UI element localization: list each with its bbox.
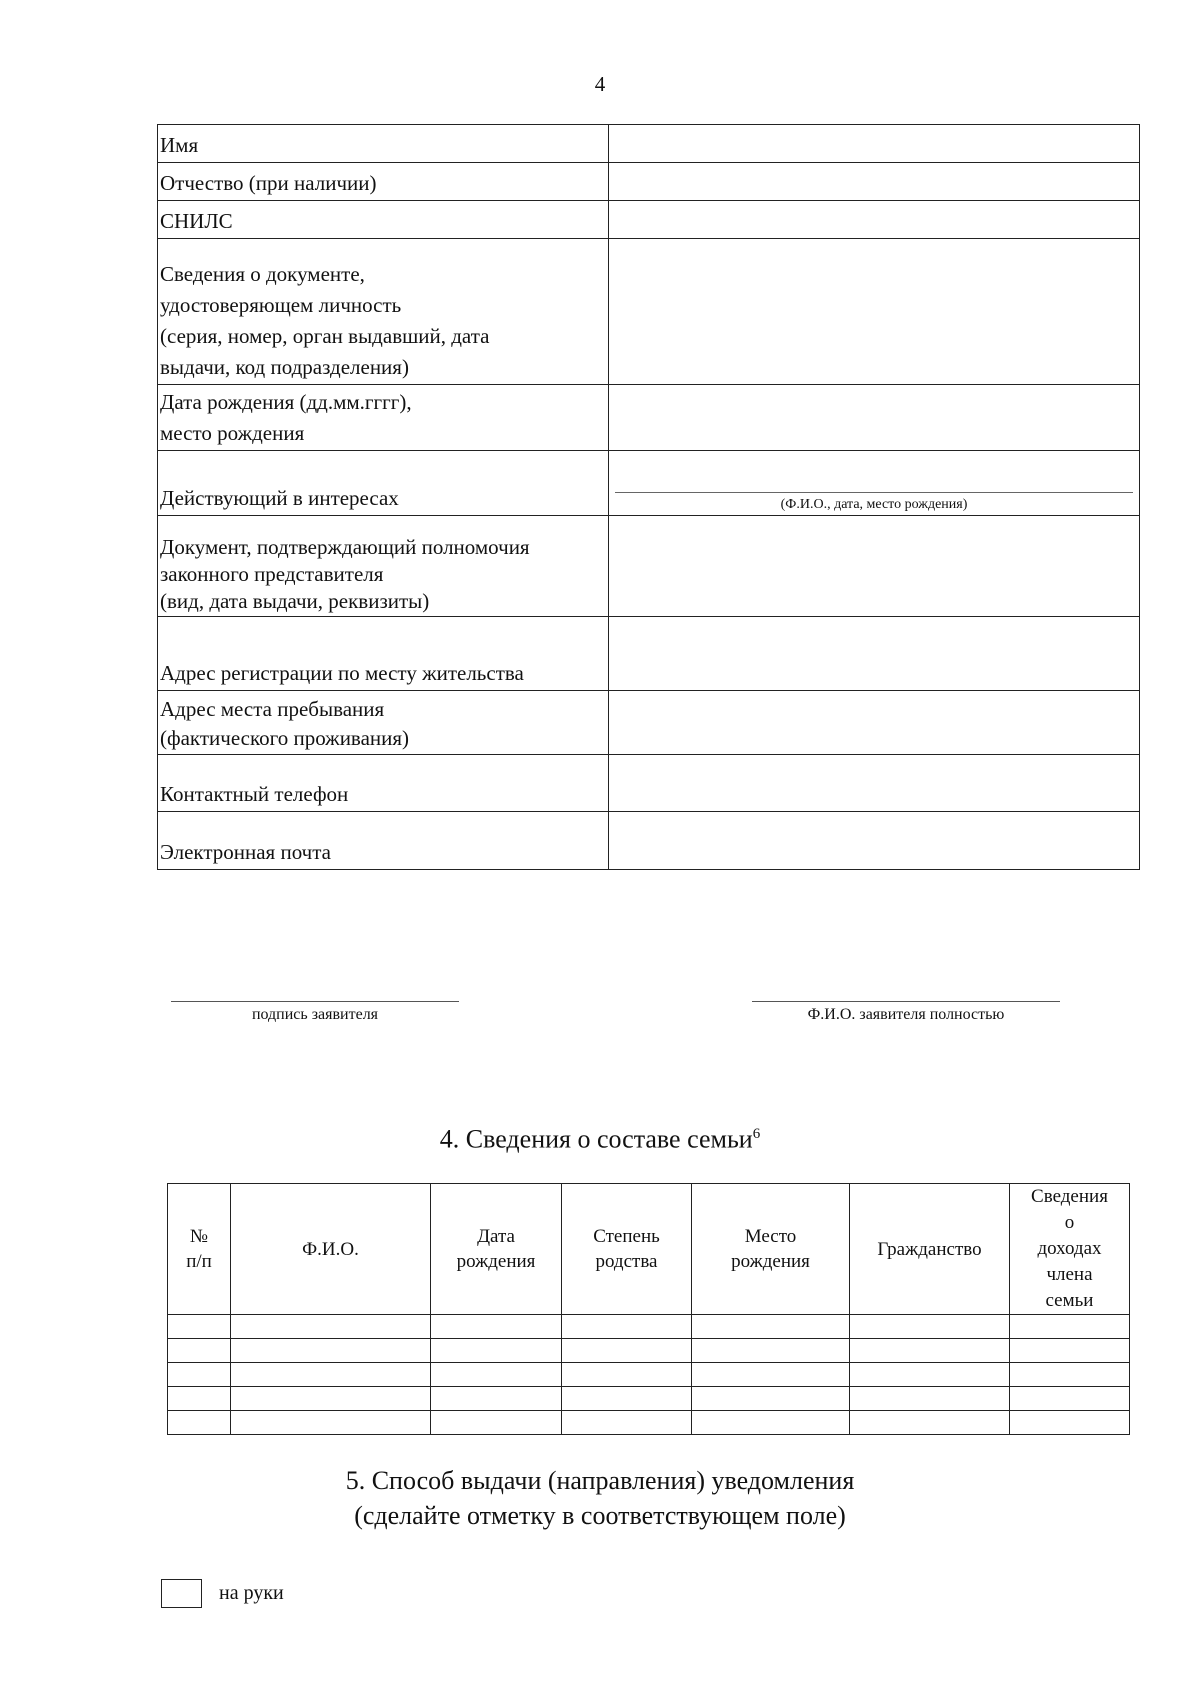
acting-on-behalf-field[interactable] [609,451,1140,516]
snils-field[interactable] [609,201,1140,239]
stay-address-field[interactable] [609,691,1140,755]
section-4-title: 4. Сведения о составе семьи$^6$ [439,1124,761,1154]
table-row [168,1339,1130,1363]
identity-document-label: Сведения о документе, удостоверяющем личность (серия, номер, орган выдавший, дата выдачи, код подразделения) [158,239,609,385]
table-row [158,201,1140,239]
delivery-option-in-person [161,1579,284,1608]
stay-address-label: Адрес места пребывания (фактического проживания) [158,691,609,755]
table-cell[interactable] [850,1387,1010,1411]
table-cell[interactable] [1010,1363,1130,1387]
table-cell[interactable] [231,1315,431,1339]
table-cell[interactable] [692,1315,850,1339]
table-cell[interactable] [562,1411,692,1435]
col-birthdate-header: Дата рождения [431,1184,562,1315]
table-cell[interactable] [168,1339,231,1363]
email-field[interactable] [609,812,1140,870]
fullname-line[interactable] [752,1001,1060,1002]
phone-label: Контактный телефон [158,755,609,812]
table-row [168,1411,1130,1435]
table-cell[interactable] [562,1315,692,1339]
col-citizenship-header: Гражданство [850,1184,1010,1315]
identity-document-field[interactable] [609,239,1140,385]
signature-line[interactable] [171,1001,459,1002]
name-label: Имя [158,125,609,163]
table-cell[interactable] [850,1315,1010,1339]
table-row [168,1315,1130,1339]
col-relation-header: Степень родства [562,1184,692,1315]
family-composition-table [167,1183,1130,1435]
table-cell[interactable] [850,1411,1010,1435]
table-cell[interactable] [231,1363,431,1387]
in-person-label: на руки [219,1582,284,1604]
table-row [158,163,1140,201]
table-cell[interactable] [692,1411,850,1435]
section-5-title [0,1463,1200,1533]
acting-on-behalf-label: Действующий в интересах [158,451,609,516]
table-row [158,691,1140,755]
registration-address-field[interactable] [609,617,1140,691]
patronymic-field[interactable] [609,163,1140,201]
in-person-checkbox[interactable] [161,1579,202,1608]
applicant-info-table [157,124,1140,870]
table-row [168,1363,1130,1387]
col-birthplace-header: Место рождения [692,1184,850,1315]
table-cell[interactable] [231,1411,431,1435]
name-field[interactable] [609,125,1140,163]
table-cell[interactable] [562,1387,692,1411]
table-row [158,239,1140,385]
email-label: Электронная почта [158,812,609,870]
col-number-header: № п/п [168,1184,231,1315]
table-row [158,125,1140,163]
footnote-mark: 6 [752,1126,761,1142]
birth-date-place-field[interactable] [609,385,1140,451]
col-income-header: Сведения о доходах члена семьи [1010,1184,1130,1315]
table-row [158,812,1140,870]
acting-on-behalf-caption: (Ф.И.О., дата, место рождения) [780,497,968,512]
table-cell[interactable] [168,1387,231,1411]
table-row [168,1387,1130,1411]
table-cell[interactable] [1010,1315,1130,1339]
table-cell[interactable] [692,1363,850,1387]
table-cell[interactable] [431,1411,562,1435]
table-cell[interactable] [562,1339,692,1363]
table-cell[interactable] [231,1387,431,1411]
table-row [158,451,1140,516]
table-cell[interactable] [1010,1339,1130,1363]
acting-on-behalf-line [615,492,1133,493]
table-cell[interactable] [850,1339,1010,1363]
birth-date-place-label: Дата рождения (дд.мм.гггг), место рождения [158,385,609,451]
applicant-signature-block [171,1001,459,1024]
table-cell[interactable] [1010,1411,1130,1435]
table-cell[interactable] [168,1315,231,1339]
applicant-fullname-block [752,1001,1060,1024]
table-row [158,385,1140,451]
table-row [158,617,1140,691]
fullname-caption: Ф.И.О. заявителя полностью [807,1006,1005,1023]
phone-field[interactable] [609,755,1140,812]
col-fullname-header: Ф.И.О. [231,1184,431,1315]
section-5-title-line2: (сделайте отметку в соответствующем поле) [354,1501,846,1530]
authority-document-field[interactable] [609,516,1140,617]
table-cell[interactable] [431,1339,562,1363]
authority-document-label: Документ, подтверждающий полномочия законного представителя (вид, дата выдачи, реквизиты) [158,516,609,617]
table-cell[interactable] [168,1363,231,1387]
registration-address-label: Адрес регистрации по месту жительства [158,617,609,691]
section-5-title-line1: 5. Способ выдачи (направления) уведомления [345,1466,855,1495]
table-cell[interactable] [692,1339,850,1363]
table-cell[interactable] [431,1387,562,1411]
table-cell[interactable] [431,1363,562,1387]
table-cell[interactable] [231,1339,431,1363]
table-header-row [168,1184,1130,1315]
page-number: 4 [594,72,606,96]
table-row [158,755,1140,812]
table-cell[interactable] [850,1363,1010,1387]
snils-label: СНИЛС [158,201,609,239]
signature-caption: подпись заявителя [251,1006,379,1023]
table-cell[interactable] [562,1363,692,1387]
table-cell[interactable] [168,1411,231,1435]
table-row [158,516,1140,617]
patronymic-label: Отчество (при наличии) [158,163,609,201]
table-cell[interactable] [692,1387,850,1411]
table-cell[interactable] [1010,1387,1130,1411]
table-cell[interactable] [431,1315,562,1339]
